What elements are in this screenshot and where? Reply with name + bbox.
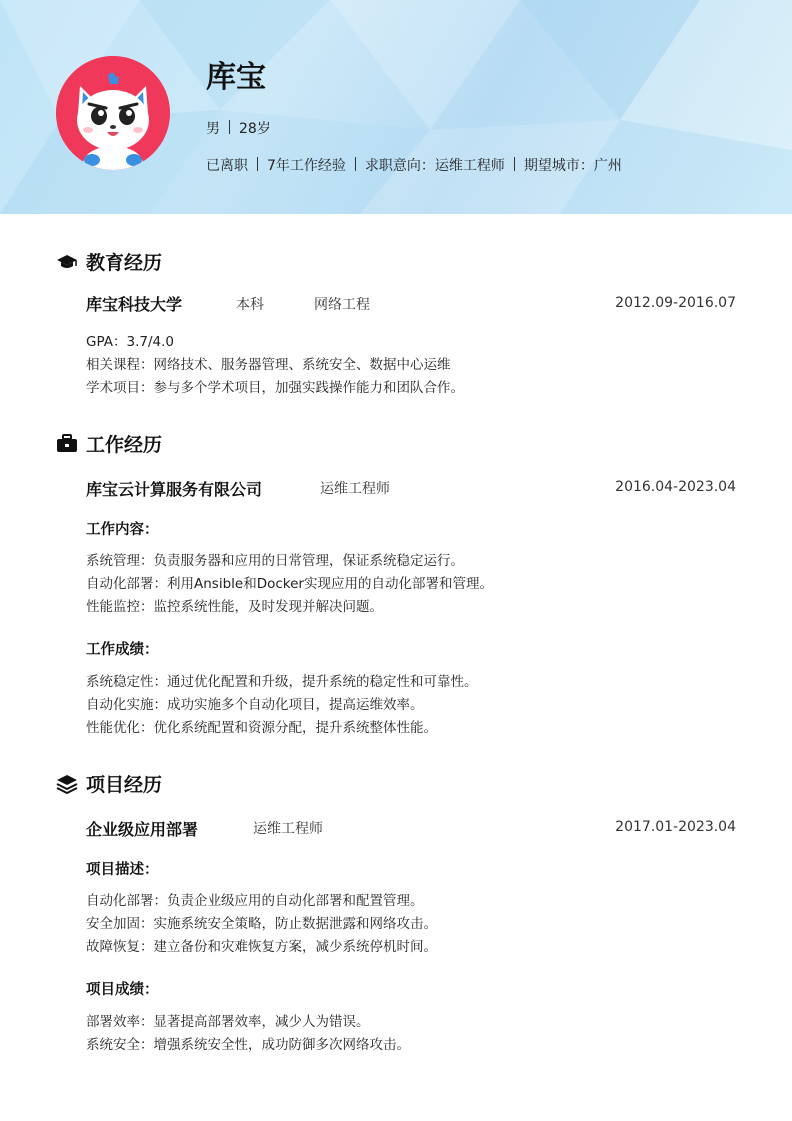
work-experience: 7年工作经验 <box>267 158 346 174</box>
work-content <box>86 550 736 619</box>
project-results-title: 项目成绩： <box>86 982 159 998</box>
work-content-title: 工作内容： <box>86 522 159 538</box>
list-item: 自动化部署：利用Ansible和Docker实现应用的自动化部署和管理。 <box>86 576 493 592</box>
list-item: GPA：3.7/4.0 <box>86 334 174 350</box>
job-info <box>206 155 622 175</box>
school-name: 库宝科技大学 <box>86 295 183 314</box>
project-role: 运维工程师 <box>253 821 323 837</box>
divider <box>229 120 230 134</box>
education-date: 2012.09-2016.07 <box>615 295 736 311</box>
list-item: 系统管理：负责服务器和应用的日常管理，保证系统稳定运行。 <box>86 553 464 569</box>
work-date: 2016.04-2023.04 <box>615 479 736 495</box>
layers-icon <box>56 774 78 794</box>
company-name: 库宝云计算服务有限公司 <box>86 480 263 499</box>
briefcase-icon <box>56 434 78 453</box>
list-item: 学术项目：参与多个学术项目，加强实践操作能力和团队合作。 <box>86 380 464 396</box>
list-item: 系统安全：增强系统安全性，成功防御多次网络攻击。 <box>86 1037 410 1053</box>
list-item: 故障恢复：建立备份和灾难恢复方案，减少系统停机时间。 <box>86 939 437 955</box>
divider <box>514 157 515 171</box>
cat-mascot-icon <box>56 56 170 170</box>
project-description <box>86 890 736 959</box>
project-desc-title: 项目描述： <box>86 862 159 878</box>
list-item: 相关课程：网络技术、服务器管理、系统安全、数据中心运维 <box>86 357 451 373</box>
list-item: 性能优化：优化系统配置和资源分配，提升系统整体性能。 <box>86 720 437 736</box>
resume-header <box>0 0 792 214</box>
work-section-title: 工作经历 <box>56 430 162 457</box>
education-section-title: 教育经历 <box>56 248 162 275</box>
divider <box>257 157 258 171</box>
expected-city: 期望城市：广州 <box>523 158 622 174</box>
job-status: 已离职 <box>206 158 248 174</box>
divider <box>355 157 356 171</box>
work-results <box>86 671 736 740</box>
project-section-title: 项目经历 <box>56 770 162 797</box>
gender: 男 <box>206 121 220 137</box>
education-details <box>86 331 736 400</box>
degree: 本科 <box>236 297 264 313</box>
major: 网络工程 <box>314 297 370 313</box>
graduation-cap-icon <box>56 253 78 271</box>
age: 28岁 <box>239 121 271 137</box>
project-date: 2017.01-2023.04 <box>615 819 736 835</box>
list-item: 系统稳定性：通过优化配置和升级，提升系统的稳定性和可靠性。 <box>86 674 478 690</box>
project-name: 企业级应用部署 <box>86 820 199 839</box>
list-item: 部署效率：显著提高部署效率，减少人为错误。 <box>86 1014 370 1030</box>
avatar <box>56 56 170 170</box>
list-item: 安全加固：实施系统安全策略，防止数据泄露和网络攻击。 <box>86 916 437 932</box>
candidate-name: 库宝 <box>206 60 266 95</box>
basic-info <box>206 118 271 138</box>
list-item: 自动化部署：负责企业级应用的自动化部署和配置管理。 <box>86 893 424 909</box>
list-item: 自动化实施：成功实施多个自动化项目，提高运维效率。 <box>86 697 424 713</box>
project-results <box>86 1011 736 1057</box>
work-results-title: 工作成绩： <box>86 642 159 658</box>
job-intention: 求职意向：运维工程师 <box>364 158 505 174</box>
job-role: 运维工程师 <box>320 481 390 497</box>
list-item: 性能监控：监控系统性能，及时发现并解决问题。 <box>86 599 383 615</box>
